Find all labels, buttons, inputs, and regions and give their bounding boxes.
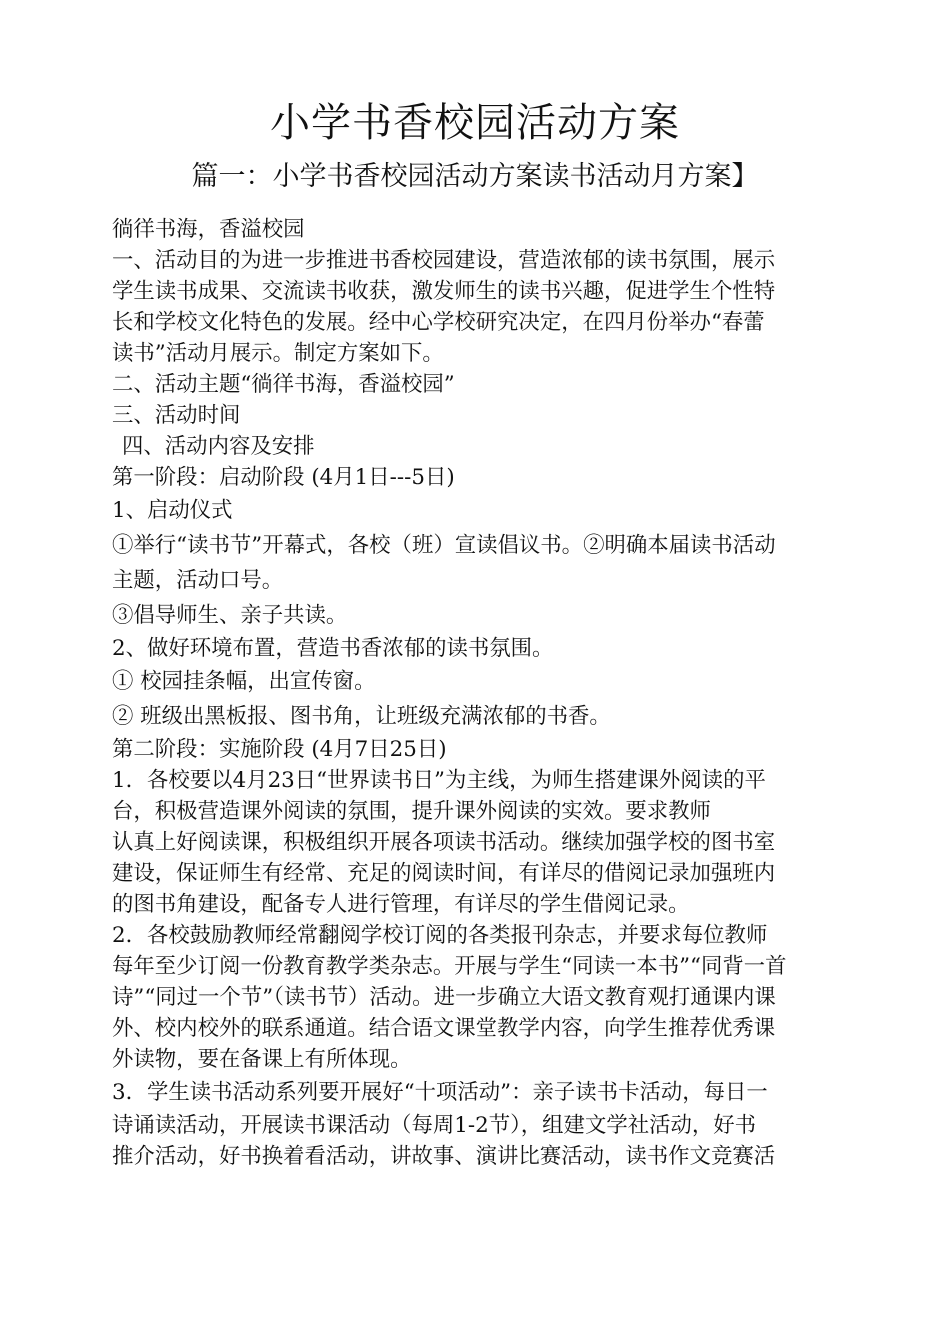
list-item: 主题，活动口号。: [112, 568, 284, 593]
list-item: 1、启动仪式: [112, 498, 233, 523]
paragraph-line: 读书”活动月展示。制定方案如下。: [112, 341, 444, 366]
paragraph-line: 外、校内校外的联系通道。结合语文课堂教学内容，向学生推荐优秀课: [112, 1016, 776, 1041]
paragraph-line: 建设，保证师生有经常、充足的阅读时间，有详尽的借阅记录加强班内: [112, 861, 776, 886]
stage-heading: 第二阶段：实施阶段 (4月7日25日): [112, 737, 447, 762]
list-item: ①举行“读书节”开幕式，各校（班）宣读倡议书。②明确本届读书活动: [112, 533, 776, 558]
document-title: 小学书香校园活动方案: [270, 100, 680, 146]
paragraph-line: 台，积极营造课外阅读的氛围，提升课外阅读的实效。要求教师: [112, 799, 711, 824]
paragraph-line: 诗”“同过一个节”（读书节）活动。进一步确立大语文教育观打通课内课: [112, 985, 776, 1010]
paragraph-line: 1．各校要以4月23日“世界读书日”为主线，为师生搭建课外阅读的平: [112, 768, 766, 793]
list-item: 2、做好环境布置，营造书香浓郁的读书氛围。: [112, 636, 554, 661]
paragraph-line: 外读物，要在备课上有所体现。: [112, 1047, 412, 1072]
paragraph-line: 2．各校鼓励教师经常翻阅学校订阅的各类报刊杂志，并要求每位教师: [112, 923, 768, 948]
paragraph-line: 每年至少订阅一份教育教学类杂志。开展与学生“同读一本书”“同背一首: [112, 954, 787, 979]
stage-heading: 第一阶段：启动阶段 (4月1日---5日): [112, 465, 455, 490]
paragraph-line: 学生读书成果、交流读书收获，激发师生的读书兴趣，促进学生个性特: [112, 279, 776, 304]
paragraph-line: 诗诵读活动，开展读书课活动（每周1-2节），组建文学社活动，好书: [112, 1113, 757, 1138]
paragraph-line: 的图书角建设，配备专人进行管理，有详尽的学生借阅记录。: [112, 892, 690, 917]
section-heading: 三、活动时间: [112, 403, 241, 428]
section-heading: 四、活动内容及安排: [122, 434, 315, 459]
document-subtitle: 篇一：小学书香校园活动方案读书活动月方案】: [191, 161, 759, 192]
list-item: ③倡导师生、亲子共读。: [112, 603, 348, 628]
paragraph-line: 认真上好阅读课，积极组织开展各项读书活动。继续加强学校的图书室: [112, 830, 776, 855]
paragraph-line: 徜徉书海，香溢校园: [112, 217, 305, 242]
paragraph-line: 推介活动，好书换着看活动，讲故事、演讲比赛活动，读书作文竞赛活: [112, 1144, 776, 1169]
list-item: ① 校园挂条幅，出宣传窗。: [112, 669, 376, 694]
paragraph-line: 长和学校文化特色的发展。经中心学校研究决定，在四月份举办“春蕾: [112, 310, 765, 335]
paragraph-line: 3．学生读书活动系列要开展好“十项活动”：亲子读书卡活动，每日一: [112, 1080, 768, 1105]
list-item: ② 班级出黑板报、图书角，让班级充满浓郁的书香。: [112, 704, 611, 729]
section-heading: 二、活动主题“徜徉书海，香溢校园”: [112, 372, 455, 397]
document-body: [112, 214, 842, 1172]
paragraph-line: 一、活动目的为进一步推进书香校园建设，营造浓郁的读书氛围，展示: [112, 248, 776, 273]
